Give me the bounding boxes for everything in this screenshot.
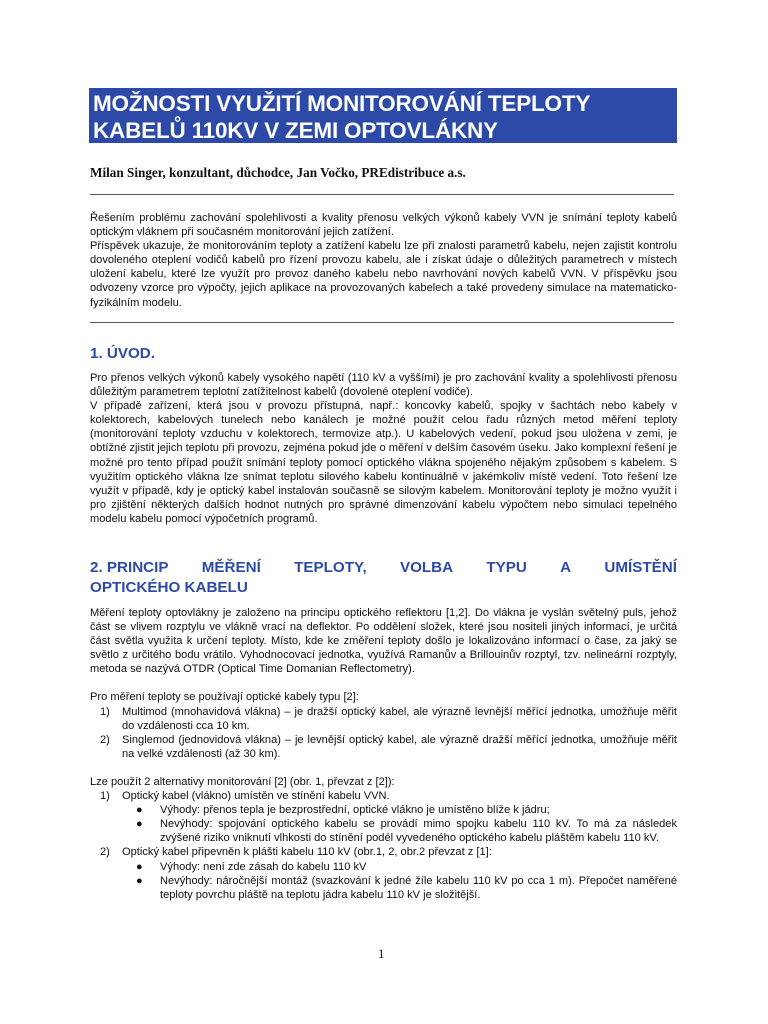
heading-word: VOLBA: [399, 559, 454, 576]
abstract-paragraph: Řešením problému zachování spolehlivosti a kvality přenosu velkých výkonů kabely VVN je snímání teploty kabelů optickým vláknem při současném monitorování jejich zatížení.: [90, 212, 677, 239]
paragraph: Pro přenos velkých výkonů kabely vysokého napětí (110 kV a vyššími) je pro zachování kvality a spolehlivosti přenosu důležitým parametrem teplotní zatížitelnost kabelů (dovolené oteplení vodiče).: [90, 372, 677, 399]
heading-line-2: OPTICKÉHO KABELU: [90, 579, 248, 596]
cable-types-list: [90, 705, 677, 761]
paragraph: Pro měření teploty se používají optické kabely typu [2]:: [90, 691, 359, 704]
bullet-icon: ●: [136, 860, 143, 873]
divider-top: [90, 194, 674, 195]
heading-word: TYPU: [486, 559, 527, 576]
title-line-1: MOŽNOSTI VYUŽITÍ MONITOROVÁNÍ TEPLOTY: [93, 91, 591, 116]
section-1-heading: 1. ÚVOD.: [90, 345, 155, 362]
divider-bottom: [90, 322, 674, 323]
bullet-icon: ●: [136, 818, 143, 831]
list-item: 1) Optický kabel (vlákno) umístěn ve stínění kabelu VVN.: [100, 790, 390, 803]
page-number: 1: [378, 946, 385, 961]
list-item: 2) Singlemod (jednovidová vlákna) – je levnější optický kabel, ale výrazně dražší měřící jednotka, umožňuje měřit na velké vzdálenosti (až 30 km).: [100, 733, 677, 760]
abstract: [90, 211, 677, 310]
heading-word: 2. PRINCIP: [90, 559, 169, 576]
bullet-item: ● Nevýhody: náročnější montáž (svazkování k jedné žíle kabelu 110 kV po cca 1 m). Přepočet naměřené teploty povrchu pláště na teplotu jádra kabelu 110 kV je složitější.: [136, 874, 677, 901]
heading-word: TEPLOTY,: [294, 559, 367, 576]
alternatives-list: [90, 789, 677, 803]
list-item: 1) Multimod (mnohavidová vlákna) – je dražší optický kabel, ale výrazně levnější měřící jednotka, umožňuje měřit do vzdálenosti cca 10 km.: [100, 705, 677, 732]
heading-word: A: [560, 559, 572, 576]
bullet-item: ● Výhody: přenos tepla je bezprostřední, optické vlákno je umístěno blíže k jádru;: [136, 804, 550, 817]
bullet-icon: ●: [136, 874, 143, 887]
bullet-item: ● Výhody: není zde zásah do kabelu 110 kV: [136, 860, 367, 873]
abstract-paragraph: Příspěvek ukazuje, že monitorováním teploty a zatížení kabelu lze při znalosti parametrů kabelu, nejen zajistit kontrolu dovoleného oteplení vodičů kabelů pro řízení provozu kabelu, ale i získat údaje o důležitých parametrech v místech uložení kabelu, které lze využít pro provoz daného kabelu nebo navrhování nových kabelů VVN. V příspěvku jsou odvozeny vzorce pro výpočty, jejich aplikace na provozovaných kabelech a také provedeny simulace na matematicko-fyzikálním modelu.: [90, 240, 677, 309]
section-2-body: [90, 606, 677, 902]
paper-title: [89, 88, 677, 143]
bullet-item: ● Nevýhody: spojování optického kabelu se provádí mimo spojku kabelu 110 kV. To má za následek zvýšené riziko vniknutí vlhkosti do stínění podél vyvedeného optického kabelu pláštěm kabelu 110 kV.: [136, 818, 677, 845]
bullet-icon: ●: [136, 804, 143, 817]
paragraph: Lze použít 2 alternativy monitorování [2] (obr. 1, převzat z [2]):: [90, 775, 395, 788]
title-line-2: KABELŮ 110KV V ZEMI OPTOVLÁKNY: [93, 118, 498, 143]
section-2-heading: [90, 558, 677, 598]
bullet-list: [90, 860, 677, 902]
heading-word: MĚŘENÍ: [201, 559, 261, 576]
authors: Milan Singer, konzultant, důchodce, Jan Vočko, PREdistribuce a.s.: [90, 165, 466, 180]
paragraph: V případě zařízení, která jsou v provozu přístupná, např.: koncovky kabelů, spojky v šachtách nebo kabely v kolektorech, kabelových tunelech nebo kanálech je možné použít celou řadu různých metod měření teploty (monitorování teploty vzduchu v kolektorech, termovize atp.). U kabelových vedení, pokud jsou uložena v zemi, je obtížné zjistit jejich teplotu při provozu, zejména pokud jde o měření v delším časovém úseku. Jako komplexní řešení je možné pro tento případ použít snímání teploty pomocí optického vlákna spojeného nějakým způsobem s kabelem. S využitím optického vlákna lze snímat teplotu silového kabelu kontinuálně v jakémkoliv místě vedení. Toto řešení lze využít v případě, kdy je optický kabel instalován současně se silovým kabelem. Monitorování teploty je možno využít i pro zjištění některých dalších hodnot nutných pro správné dimenzování kabelu výpočtem nebo simulaci tepelného modelu kabelu pomocí výpočetních programů.: [90, 400, 677, 525]
bullet-list: [90, 803, 677, 845]
list-item: 2) Optický kabel připevněn k plášti kabelu 110 kV (obr.1, 2, obr.2 převzat z [1]:: [100, 846, 492, 859]
section-1-body: [90, 371, 677, 526]
heading-word: UMÍSTĚNÍ: [604, 559, 677, 576]
paragraph: Měření teploty optovlákny je založeno na principu optického reflektoru [1,2]. Do vlákna je vyslán světelný puls, jehož část se vlivem rozptylu ve vlákně vrací na deflektor. Po oddělení složek, které jsou nositeli jiných informací, je určitá část světla využita k určení teploty. Místo, kde ke změření teploty došlo je lokalizováno informací o čase, za jaký se světlo z určitého bodu vrátilo. Vyhodnocovací jednotka, využívá Ramanův a Brillouinův rozptyl, tzv. nelineární rozptyly, metoda se nazývá OTDR (Optical Time Domanian Reflectometry).: [90, 607, 677, 676]
